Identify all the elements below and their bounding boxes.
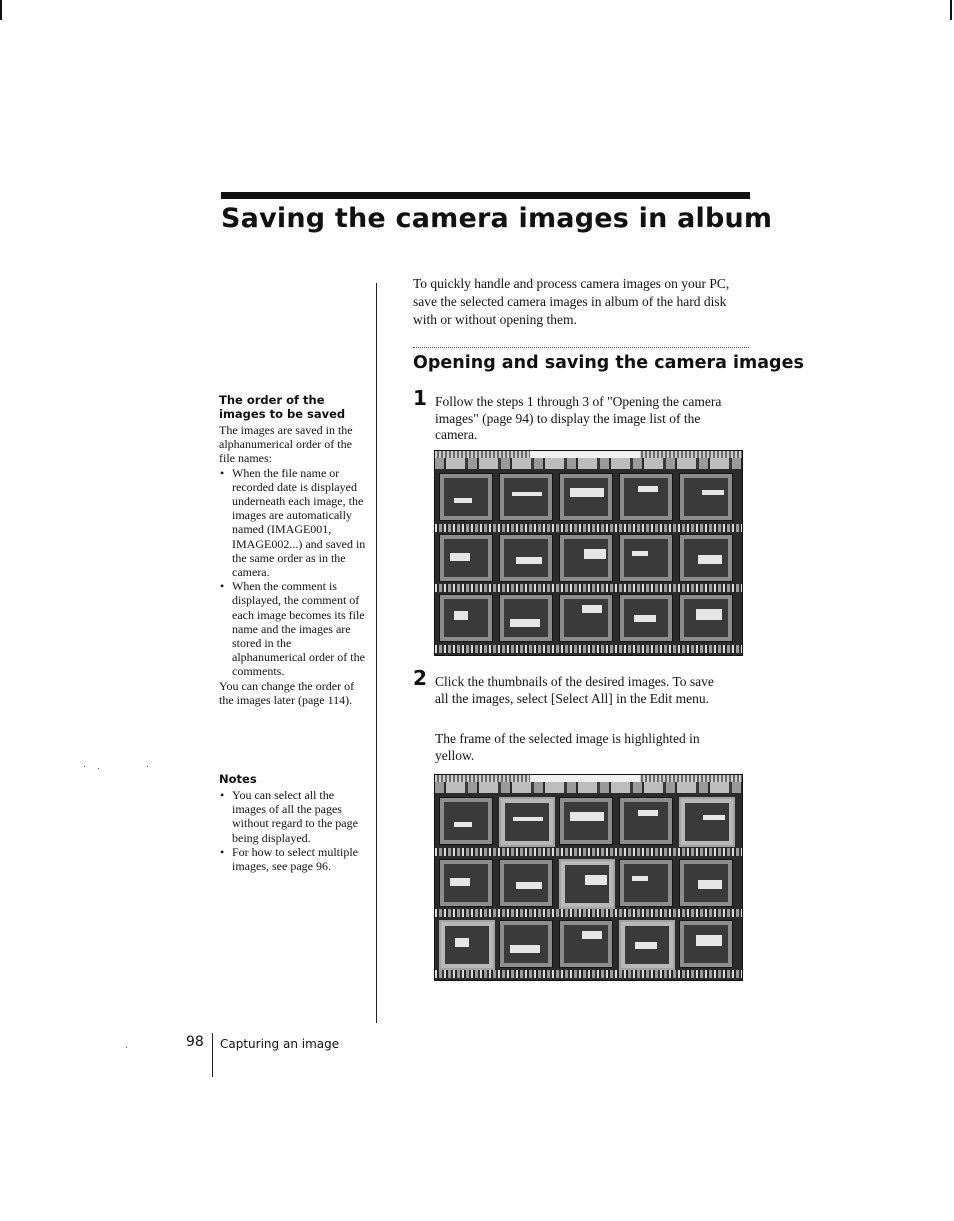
thumbnail-highlight (638, 486, 658, 492)
step-2-text: Click the thumbnails of the desired images. To save all the images, select [Select All] in the Edit menu. (435, 674, 714, 706)
thumbnail[interactable] (499, 534, 553, 582)
thumbnail-highlight (582, 605, 602, 613)
thumbnail-image (564, 539, 608, 577)
thumbnail-image (564, 478, 608, 516)
thumbnail-highlight (702, 490, 724, 495)
caption-strip (435, 970, 742, 978)
thumbnail-image (624, 539, 668, 577)
thumbnail-image (564, 599, 608, 637)
footer-section-name: Capturing an image (220, 1037, 340, 1051)
thumbnail[interactable] (499, 797, 555, 847)
sidebar-order (219, 423, 367, 707)
thumbnail-image (444, 539, 488, 577)
thumbnail[interactable] (619, 859, 673, 907)
thumbnail-image (624, 478, 668, 516)
thumbnail-image (504, 539, 548, 577)
thumbnail-image (444, 864, 488, 902)
crop-mark-left (0, 0, 2, 20)
caption-strip (435, 584, 742, 592)
thumbnail-highlight (584, 549, 606, 559)
thumbnail[interactable] (679, 473, 733, 521)
thumbnail-highlight (632, 876, 648, 881)
thumbnail-highlight (696, 935, 722, 946)
column-divider (376, 283, 377, 1023)
thumbnail[interactable] (439, 534, 493, 582)
thumbnail[interactable] (679, 859, 733, 907)
thumbnail-image (684, 925, 728, 963)
image-list-screenshot (434, 450, 743, 656)
thumbnail-highlight (570, 812, 604, 821)
order-heading: The order of the images to be saved (219, 393, 346, 421)
thumbnail[interactable] (439, 473, 493, 521)
thumbnail-highlight (698, 880, 722, 889)
scan-speck (98, 768, 99, 769)
thumbnail[interactable] (439, 594, 493, 642)
thumbnail-image (624, 802, 668, 840)
thumbnail-highlight (634, 615, 656, 622)
scan-speck (126, 1047, 127, 1048)
thumbnail-highlight (450, 553, 470, 561)
thumbnail[interactable] (439, 859, 493, 907)
thumbnail-highlight (516, 882, 542, 889)
title-rule (221, 192, 750, 199)
thumbnail-highlight (512, 492, 542, 496)
thumbnail-highlight (450, 878, 470, 886)
thumbnail-image (504, 864, 548, 902)
step-1-text: Follow the steps 1 through 3 of "Opening the camera images" (page 94) to display the image list of the camera. (435, 394, 722, 442)
thumbnail-image (684, 864, 728, 902)
order-bullet: • When the comment is displayed, the comment of each image becomes its file name and the images are stored in the alphanumerical order of the comments. (219, 579, 367, 678)
thumbnail[interactable] (499, 920, 553, 968)
thumbnail-image (445, 926, 489, 964)
thumbnail-image (624, 864, 668, 902)
thumbnail-image (684, 478, 728, 516)
thumbnail-highlight (510, 945, 540, 953)
thumbnail[interactable] (499, 859, 553, 907)
thumbnail-highlight (638, 810, 658, 816)
window-toolbar (435, 782, 742, 793)
thumbnail[interactable] (679, 797, 735, 847)
thumbnail-image (504, 925, 548, 963)
thumbnail-image (444, 802, 488, 840)
order-bullet: • When the file name or recorded date is displayed underneath each image, the images are automatically named (IMAGE001, IMAGE002...) and saved in the same order as in the camera. (219, 466, 367, 580)
image-list-selected-screenshot (434, 774, 743, 981)
thumbnail-image (564, 925, 608, 963)
thumbnail-highlight (635, 942, 657, 949)
thumbnail[interactable] (439, 797, 493, 845)
thumbnail-image (625, 926, 669, 964)
footer-rule (212, 1033, 213, 1077)
order-intro: The images are saved in the alphanumerical order of the file names: (219, 423, 353, 466)
thumbnail-highlight (570, 488, 604, 497)
thumbnail-image (624, 599, 668, 637)
thumbnail-highlight (703, 815, 725, 820)
thumbnail-highlight (510, 619, 540, 627)
thumbnail[interactable] (619, 594, 673, 642)
thumbnail[interactable] (559, 473, 613, 521)
thumbnail[interactable] (679, 594, 733, 642)
notes-heading: Notes (219, 772, 257, 786)
thumbnail-highlight (582, 931, 602, 939)
thumbnail-highlight (454, 822, 472, 827)
thumbnail-highlight (585, 875, 607, 885)
crop-mark-right (950, 0, 952, 20)
thumbnail[interactable] (559, 534, 613, 582)
step-2-number: 2 (413, 666, 427, 690)
thumbnail-image (684, 539, 728, 577)
thumbnail-highlight (516, 557, 542, 564)
step-2-note: The frame of the selected image is highlighted in yellow. (435, 731, 700, 763)
step-1-number: 1 (413, 386, 427, 410)
thumbnail-image (504, 478, 548, 516)
thumbnail[interactable] (559, 920, 613, 968)
thumbnail[interactable] (619, 797, 673, 845)
thumbnail-highlight (696, 609, 722, 620)
thumbnail-highlight (454, 498, 472, 503)
thumbnail-image (685, 803, 729, 841)
window-toolbar (435, 458, 742, 469)
thumbnail-highlight (698, 555, 722, 564)
caption-strip (435, 848, 742, 856)
section-heading: Opening and saving the camera images (413, 353, 804, 373)
thumbnail[interactable] (559, 859, 615, 909)
thumbnail[interactable] (679, 920, 733, 968)
intro-paragraph: To quickly handle and process camera images on your PC, save the selected camera images in album of the hard disk with or without opening them. (413, 276, 730, 327)
note-bullet: • For how to select multiple images, see page 96. (219, 845, 367, 873)
thumbnail[interactable] (619, 473, 673, 521)
thumbnail[interactable] (619, 534, 673, 582)
thumbnail[interactable] (619, 920, 675, 970)
caption-strip (435, 645, 742, 653)
thumbnail-image (504, 599, 548, 637)
thumbnail[interactable] (499, 594, 553, 642)
order-outro: You can change the order of the images later (page 114). (219, 678, 355, 707)
thumbnail-highlight (632, 551, 648, 556)
page-number: 98 (186, 1034, 204, 1050)
thumbnail-image (505, 803, 549, 841)
thumbnail-image (444, 599, 488, 637)
window-title-highlight (530, 451, 640, 458)
thumbnail[interactable] (559, 797, 613, 845)
caption-strip (435, 909, 742, 917)
thumbnail-image (444, 478, 488, 516)
sidebar-notes (219, 788, 367, 873)
note-bullet: • You can select all the images of all the pages without regard to the page being displayed. (219, 788, 367, 845)
thumbnail-image (684, 599, 728, 637)
thumbnail[interactable] (439, 920, 495, 970)
thumbnail-highlight (455, 938, 469, 947)
thumbnail[interactable] (559, 594, 613, 642)
thumbnail[interactable] (679, 534, 733, 582)
scan-speck (84, 766, 85, 767)
thumbnail-highlight (454, 611, 468, 620)
section-rule (413, 347, 749, 349)
caption-strip (435, 524, 742, 532)
page-title: Saving the camera images in album (221, 203, 773, 234)
window-title-highlight (530, 775, 640, 782)
thumbnail[interactable] (499, 473, 553, 521)
thumbnail-highlight (513, 817, 543, 821)
scan-speck (147, 766, 148, 767)
thumbnail-image (565, 865, 609, 903)
thumbnail-image (564, 802, 608, 840)
